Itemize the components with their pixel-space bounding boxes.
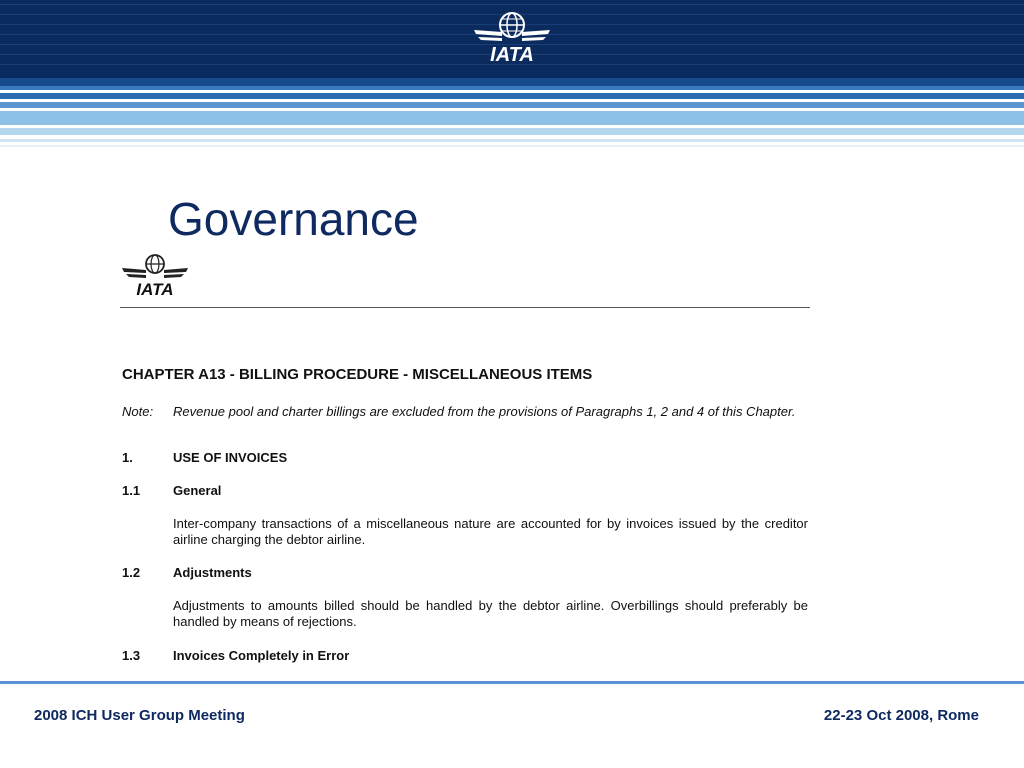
paragraph-text: Adjustments to amounts billed should be handled by the debtor airline. Overbillings should preferably be handled by means of rejections. xyxy=(173,598,808,629)
header-band-light xyxy=(0,139,1024,142)
section-heading: Adjustments xyxy=(173,565,252,580)
iata-document-logo xyxy=(120,252,190,298)
footer-divider xyxy=(0,681,1024,684)
note-label: Note: xyxy=(122,404,154,419)
header-band-light xyxy=(0,145,1024,147)
header-band-mid xyxy=(0,78,1024,86)
chapter-heading: CHAPTER A13 - BILLING PROCEDURE - MISCELLANEOUS ITEMS xyxy=(122,366,593,383)
header-logo-text: IATA xyxy=(490,44,534,66)
section-heading: USE OF INVOICES xyxy=(173,450,288,465)
section-heading: Invoices Completely in Error xyxy=(173,648,350,663)
section-number: 1.3 xyxy=(122,648,141,663)
page-title: Governance xyxy=(168,193,419,245)
document-divider xyxy=(120,307,810,308)
document-logo-text: IATA xyxy=(136,280,174,298)
footer-event: 2008 ICH User Group Meeting xyxy=(34,707,245,724)
note-text: Revenue pool and charter billings are excluded from the provisions of Paragraphs 1, 2 and 4 of this Chapter. xyxy=(173,404,796,419)
footer-date-location: 22-23 Oct 2008, Rome xyxy=(823,707,979,724)
header-band-light xyxy=(0,111,1024,125)
paragraph-text: Inter-company transactions of a miscellaneous nature are accounted for by invoices issued by the creditor airline charging the debtor airline. xyxy=(173,516,808,547)
header-band-light xyxy=(0,128,1024,135)
section-number: 1.1 xyxy=(122,483,141,498)
header-line xyxy=(0,4,1024,5)
section-number: 1.2 xyxy=(122,565,141,580)
iata-logo xyxy=(472,8,552,66)
section-number: 1. xyxy=(122,450,133,465)
section-heading: General xyxy=(173,483,222,498)
